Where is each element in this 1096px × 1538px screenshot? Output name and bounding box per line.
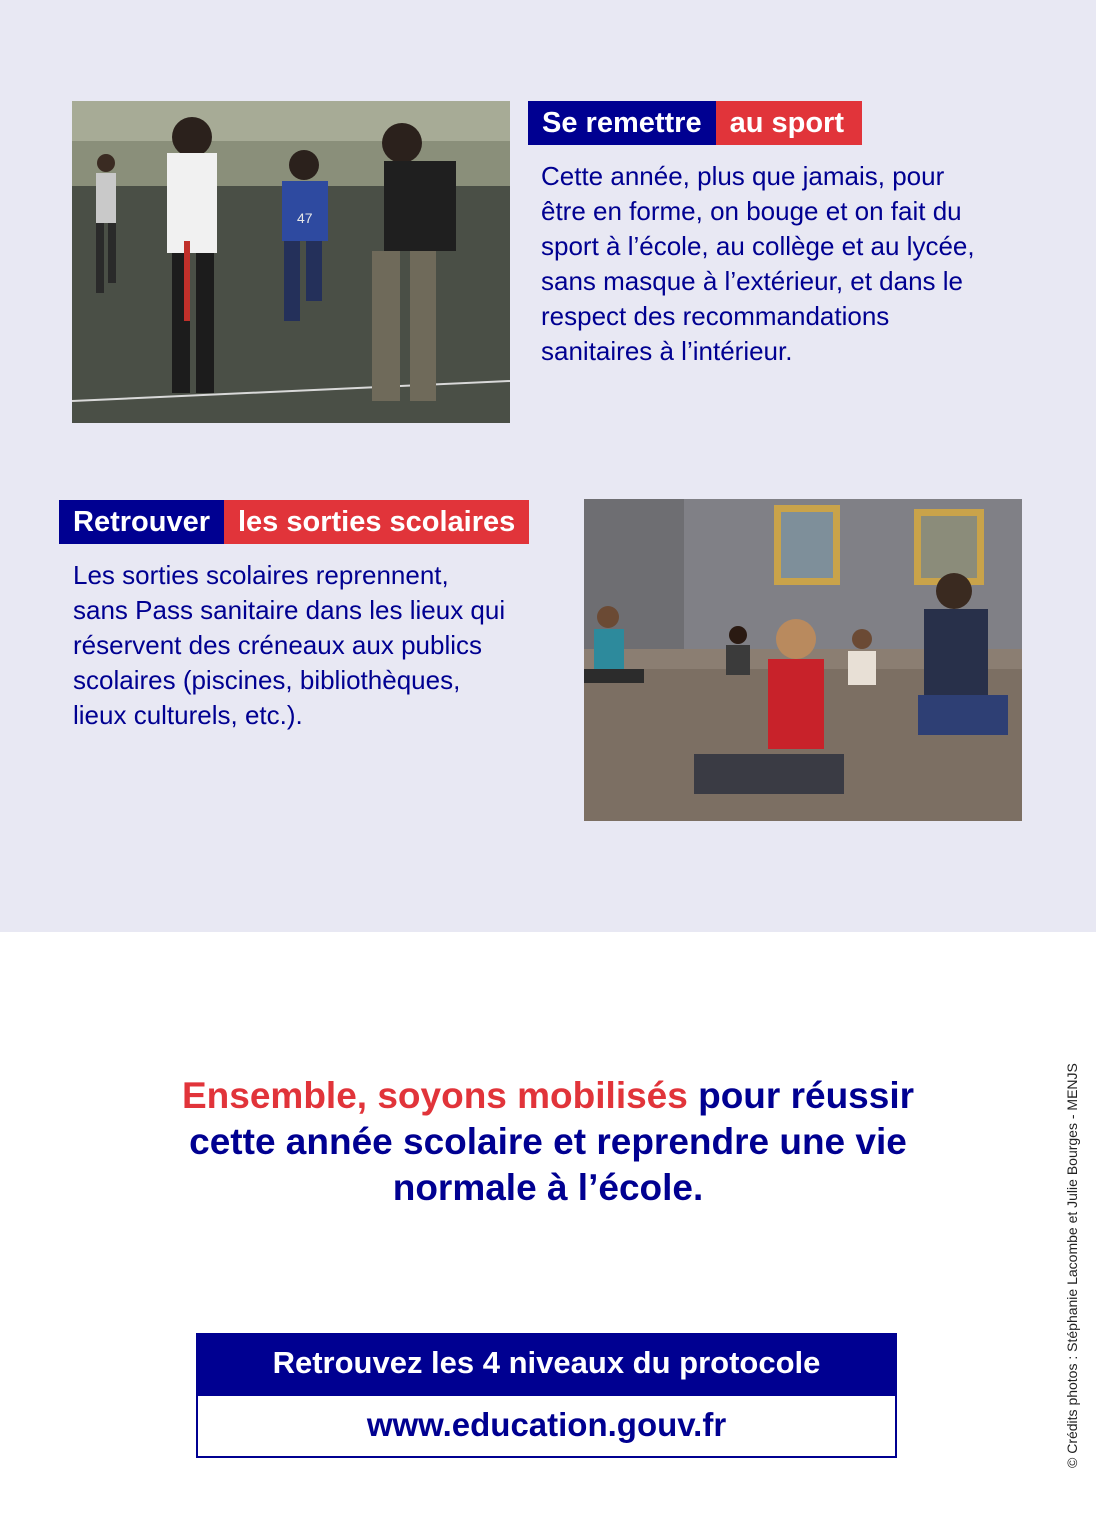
sorties-line: lieux culturels, etc.). [73,700,303,730]
sorties-heading [59,500,529,544]
sport-heading-blue: Se remettre [528,101,716,145]
sorties-paragraph [73,558,553,733]
slogan-line3: normale à l’école. [392,1167,704,1208]
education-link[interactable]: www.education.gouv.fr [366,1406,727,1443]
sport-line: être en forme, on bouge et on fait du [541,196,962,226]
slogan-line1-rest: pour réussir [687,1075,915,1116]
sorties-line: réservent des créneaux aux publics [73,630,483,660]
sorties-line: sans Pass sanitaire dans les lieux qui [73,595,506,625]
sorties-heading-red: les sorties scolaires [224,500,529,544]
sorties-line: Les sorties scolaires reprennent, [73,560,449,590]
sport-line: respect des recommandations [541,301,890,331]
sport-photo [72,101,510,423]
sorties-heading-blue: Retrouver [59,500,224,544]
sport-line: sans masque à l’extérieur, et dans le [541,266,964,296]
sport-heading-red: au sport [716,101,862,145]
sport-line: sanitaires à l’intérieur. [541,336,793,366]
sorties-line: scolaires (piscines, bibliothèques, [73,665,461,695]
photo-credits: © Crédits photos : Stéphanie Lacombe et Julie Bourges - MENJS [1064,1063,1080,1468]
sport-line: Cette année, plus que jamais, pour [541,161,945,191]
museum-photo [584,499,1022,821]
sport-line: sport à l’école, au collège et au lycée, [541,231,975,261]
slogan-accent: Ensemble, soyons mobilisés [181,1075,688,1116]
slogan [100,1073,996,1211]
slogan-line2: cette année scolaire et reprendre une vie [189,1121,907,1162]
sport-paragraph [541,159,1041,369]
jersey-number: 47 [297,210,313,226]
sport-heading [528,101,862,145]
protocol-cta-box [196,1333,897,1458]
protocol-cta-title: Retrouvez les 4 niveaux du protocole [198,1335,895,1396]
